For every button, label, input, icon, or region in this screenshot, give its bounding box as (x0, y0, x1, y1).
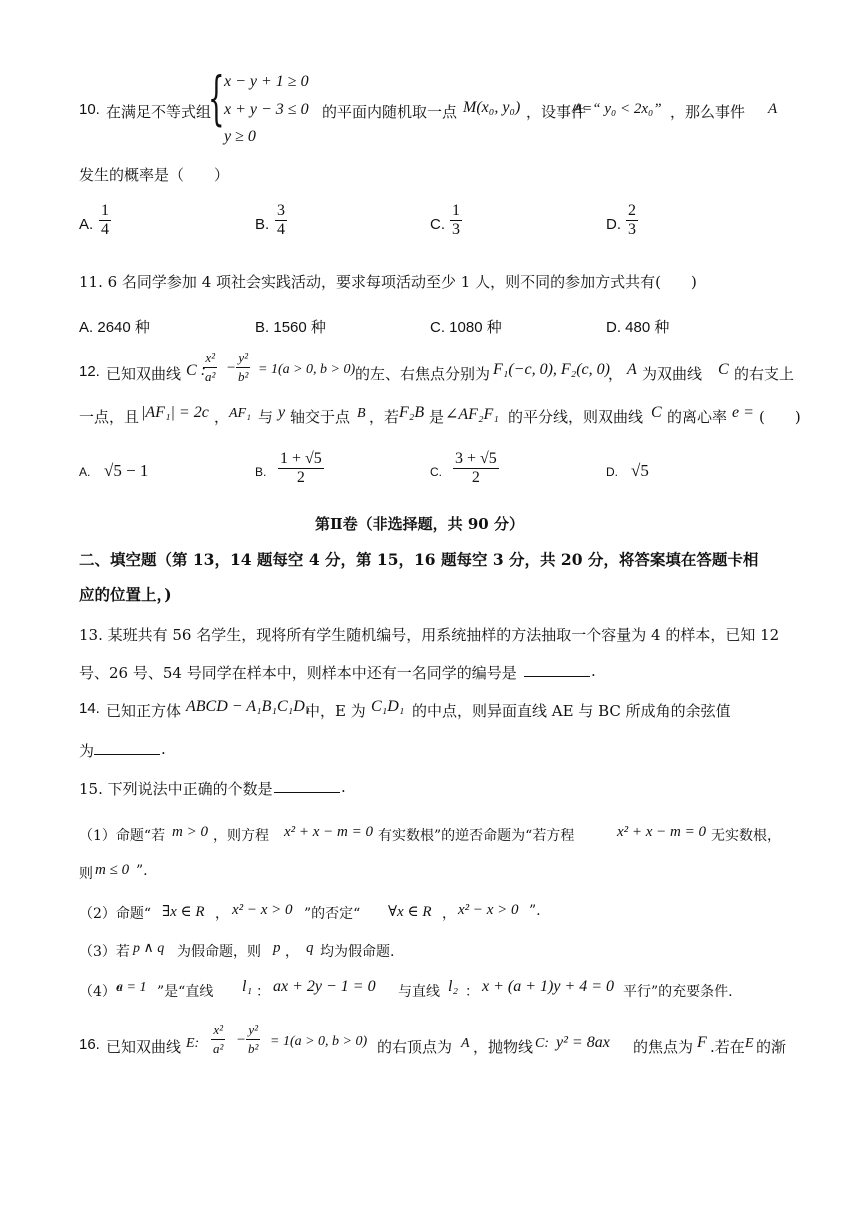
q15-item4-with: 与直线 (398, 984, 440, 1000)
q13-line2: 号、26 号、54 号同学在样本中，则样本中还有一名同学的编号是 (79, 664, 517, 682)
q10-option-b-fraction: $\frac{3}{4}$ (277, 202, 285, 238)
q15-item1-f: m ≤ 0 (95, 862, 130, 878)
q15-item2-i: ”. (529, 903, 541, 919)
q15-item3-c: 为假命题，则 (177, 944, 261, 960)
q12-option-d-value: √5 (631, 461, 649, 480)
q12-middle: 的左、右焦点分别为 (355, 365, 491, 383)
section-2-heading-line1: 二、填空题（第 13，14 题每空 4 分，第 15，16 题每空 3 分，共 20 分，将答案填在答题卡相 (79, 550, 759, 569)
q15-item3-f: q (306, 940, 314, 956)
q13-answer-blank[interactable] (524, 662, 590, 677)
q10-option-a-fraction: $\frac{1}{4}$ (101, 202, 109, 238)
q12-comma: ， (608, 365, 624, 383)
q10-point: M(x₀, y₀) (463, 99, 521, 116)
q12-ecc: e = (732, 404, 754, 421)
q12-condition: |AF₁| = 2c (141, 404, 209, 421)
q12-eq-tail: = 1(a > 0, b > 0) (258, 362, 356, 377)
q10-prefix: 在满足不等式组 (106, 103, 212, 121)
q15-item3-d: p (273, 940, 281, 956)
q12-minus: − (226, 360, 237, 376)
q12-option-d-label: D. (606, 465, 618, 479)
q10-inequality-3: y ≥ 0 (224, 128, 256, 145)
q15-item1-eq: x² + x − m = 0 (284, 824, 374, 840)
q10-middle: 的平面内随机取一点 (322, 103, 458, 121)
q12-af1: AF₁ (229, 406, 251, 421)
q12-option-c-label: C. (430, 465, 442, 479)
q16-curve: E: (186, 1036, 200, 1051)
q12-foci: F₁(−c, 0), F₂(c, 0) (493, 361, 610, 378)
q15-item4-colon2: ： (465, 984, 479, 1000)
q13-end: . (591, 662, 596, 680)
q10-option-c-fraction: $\frac{1}{3}$ (452, 202, 460, 238)
q15-item1-eq2: x² + x − m = 0 (617, 824, 707, 840)
q16-parabola-eq: y² = 8ax (556, 1034, 610, 1051)
q15-item2-g: ， (442, 906, 456, 922)
q14-prefix: 已知正方体 (106, 702, 182, 720)
q16-fraction-x: $\frac{\text{x²}}{\text{a²}}$ (213, 1022, 224, 1056)
q16-parabola: C: (535, 1036, 549, 1051)
q11-option-a: A. 2640 种 (79, 319, 150, 336)
q15-item4-line1-eq: ax + 2y − 1 = 0 (273, 978, 376, 995)
q16-curve-e: E (745, 1036, 754, 1051)
q15-item4-b: a = 1 (116, 980, 147, 995)
q12-point-b: B (357, 406, 366, 421)
q16-number: 16. (79, 1036, 100, 1053)
q12-angle: ∠AF₂F₁ (445, 406, 499, 423)
q12-line2-curve: C (651, 404, 662, 421)
q12-fraction-y: $\frac{\text{y²}}{\text{b²}}$ (238, 350, 249, 384)
q12-curve: C : (186, 362, 206, 379)
q10-text-then: ，那么事件 (670, 103, 746, 121)
q14-post: 的中点，则异面直线 AE 与 BC 所成角的余弦值 (412, 702, 731, 720)
q12-line2-with: 与 (258, 408, 274, 426)
q10-event-a: A (768, 101, 778, 117)
q16-prefix: 已知双曲线 (106, 1038, 182, 1056)
q10-option-c-label: C. (430, 216, 445, 233)
q10-option-d-label: D. (606, 216, 621, 233)
q15-item3-a: （3）若 (79, 944, 130, 960)
q10-option-d-fraction: $\frac{2}{3}$ (628, 202, 636, 238)
q12-point-a: A (627, 361, 637, 378)
q15-item2-e: ”的否定“ (304, 906, 361, 922)
q15-item2-b: ∃x ∈ R (162, 904, 205, 920)
q16-focus: F (697, 1034, 707, 1051)
q12-line2-is: 是 (429, 408, 445, 426)
q14-answer-blank[interactable] (94, 740, 160, 755)
q15-item4-k: 平行”的充要条件. (623, 984, 733, 1000)
q15-answer-blank[interactable] (274, 778, 340, 793)
q15-item4-l1: l₁ (242, 978, 253, 995)
q12-line2-bisector: 的平分线，则双曲线 (508, 408, 644, 426)
q15-item2-a: （2）命题“ (79, 906, 152, 922)
q15-item4-line2-eq: x + (a + 1)y + 4 = 0 (482, 978, 615, 995)
section-2-heading-line2: 应的位置上，) (79, 585, 172, 604)
q12-option-a-label: A. (79, 465, 91, 479)
q12-option-b-fraction: $\frac{1 + √5}{2}$ (280, 450, 322, 486)
q15-item4-c: ”是“直线 (157, 984, 214, 1000)
q14-edge: C₁D₁ (371, 698, 405, 715)
q10-inequality-2: x + y − 3 ≤ 0 (224, 101, 309, 118)
q15-item2-f: ∀x ∈ R (388, 904, 432, 920)
q12-text-hyperbola: 为双曲线 (642, 365, 703, 383)
q12-prefix: 已知双曲线 (106, 365, 182, 383)
q12-line2-ecc-text: 的离心率 (667, 408, 728, 426)
q15-item1-e: 则 (79, 866, 93, 882)
q15-item4-colon1: ： (256, 984, 270, 1000)
q12-line2-start: 一点，且 (79, 408, 140, 426)
q16-minus: − (236, 1032, 247, 1048)
q10-event: A=“ y₀ < 2x₀” (573, 101, 662, 117)
q16-eq-tail: = 1(a > 0, b > 0) (270, 1034, 368, 1049)
q11-text: 11. 6 名同学参加 4 项社会实践活动，要求每项活动至少 1 人，则不同的参加方式共有( ) (79, 273, 697, 291)
q10-text-event: ，设事件 (526, 103, 587, 121)
q12-option-a-value: √5 − 1 (104, 461, 149, 480)
q11-option-b: B. 1560 种 (255, 319, 326, 336)
q12-option-c-fraction: $\frac{3 + √5}{2}$ (455, 450, 497, 486)
q15-item3-e: ， (285, 944, 299, 960)
q16-vertex: A (461, 1036, 470, 1051)
q12-fraction-x: $\frac{\text{x²}}{\text{a²}}$ (205, 350, 216, 384)
q16-fraction-y: $\frac{\text{y²}}{\text{b²}}$ (248, 1022, 259, 1056)
q12-y-axis: y (278, 404, 286, 421)
q14-end: . (161, 740, 166, 758)
q14-number: 14. (79, 700, 100, 717)
q10-option-b-label: B. (255, 216, 270, 233)
q15-line1: 15. 下列说法中正确的个数是 (79, 780, 273, 798)
q12-text-right-branch: 的右支上 (734, 365, 795, 383)
q10-line2: 发生的概率是（ ） (79, 166, 230, 184)
q14-line2: 为 (79, 742, 95, 760)
q15-item1-m: m > 0 (172, 824, 208, 840)
q12-line2-if: ，若 (369, 408, 400, 426)
q12-line2-axis: 轴交于点 (290, 408, 351, 426)
q15-end: . (341, 778, 346, 796)
system-brace: { (208, 64, 225, 132)
q16-middle: 的右顶点为 (377, 1038, 453, 1056)
q15-item1-a: （1）命题“若 (79, 828, 166, 844)
q13-line1: 13. 某班共有 56 名学生，现将所有学生随机编号，用系统抽样的方法抽取一个容量为 4 的样本，已知 12 (79, 626, 780, 644)
q12-number: 12. (79, 363, 100, 380)
q15-item1-d: 无实数根， (711, 828, 781, 844)
q16-focus-text: 的焦点为 (633, 1038, 694, 1056)
q15-item1-c: 有实数根”的逆否命题为“若方程 (378, 828, 575, 844)
q12-f2b: F₂B (399, 404, 425, 421)
q14-cube: ABCD − A₁B₁C₁D₁ (186, 698, 311, 715)
q15-item1-b: ，则方程 (213, 828, 269, 844)
q10-number: 10. (79, 101, 100, 118)
q16-parabola-text: ，抛物线 (473, 1038, 534, 1056)
q16-tail: 的渐 (756, 1038, 787, 1056)
q15-item3-g: 均为假命题. (320, 944, 395, 960)
q15-item2-c: ， (215, 906, 229, 922)
q15-item1-g: ”. (136, 863, 148, 879)
q12-line2-comma: ， (214, 408, 230, 426)
q12-curve-c: C (718, 361, 729, 378)
q12-option-b-label: B. (255, 465, 267, 479)
q11-option-c: C. 1080 种 (430, 319, 502, 336)
q11-option-d: D. 480 种 (606, 319, 670, 336)
q15-item2-d: x² − x > 0 (232, 902, 293, 918)
q15-item4-l2: l₂ (448, 978, 459, 995)
section-2-title: 第Ⅱ卷（非选择题，共 90 分） (315, 515, 524, 533)
q15-item4-a: （4）“ (79, 984, 124, 1000)
q16-if-text: .若在 (710, 1038, 745, 1056)
q12-line2-paren: ( ) (759, 408, 801, 426)
q15-item2-h: x² − x > 0 (458, 902, 519, 918)
q14-middle: 中，E 为 (305, 702, 366, 720)
q10-inequality-1: x − y + 1 ≥ 0 (224, 73, 309, 90)
q10-option-a-label: A. (79, 216, 94, 233)
q15-item3-b: p ∧ q (133, 941, 165, 956)
